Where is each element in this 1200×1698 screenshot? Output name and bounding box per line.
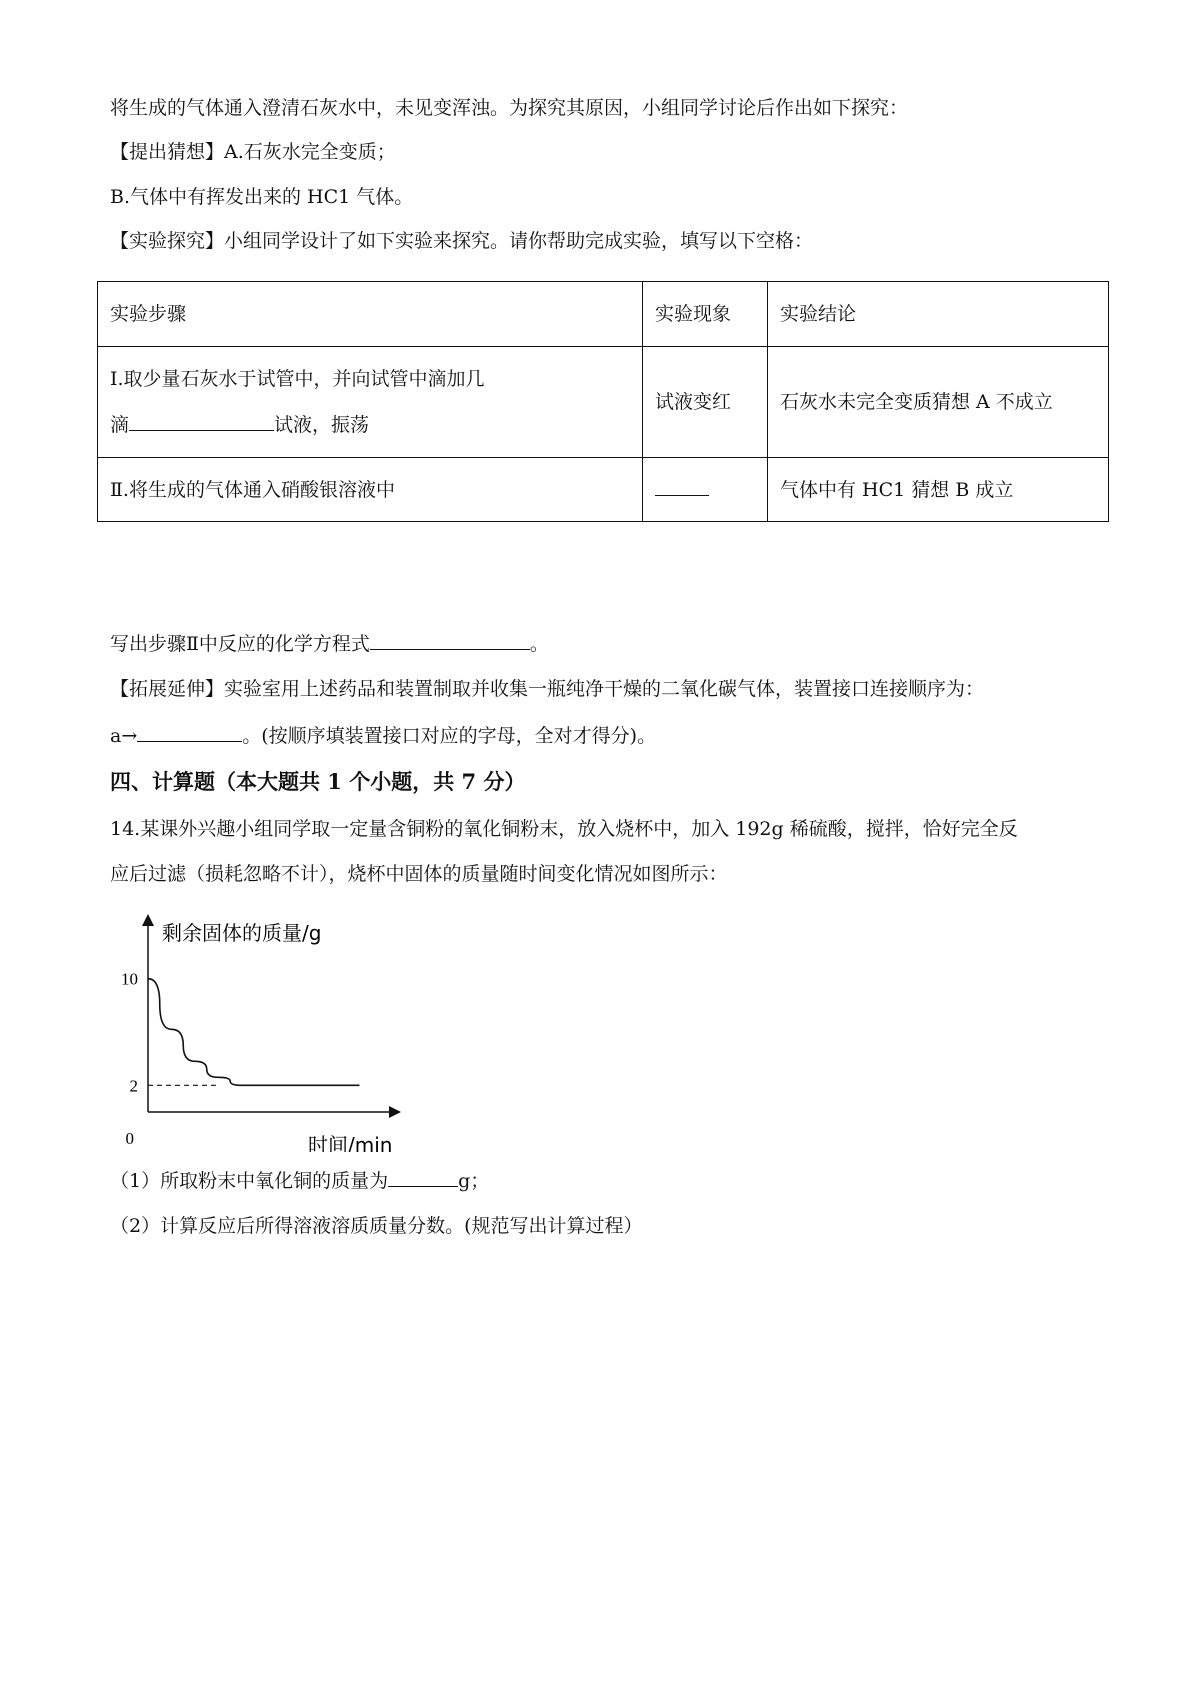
row1-conclusion: 石灰水未完全变质猜想 A 不成立 [768, 347, 1109, 458]
header-conclusion: 实验结论 [768, 282, 1109, 347]
sub-question-1 [110, 1168, 489, 1193]
table-header-row [98, 282, 1109, 347]
sub1-suffix: g； [458, 1170, 490, 1192]
sub1-prefix: （1）所取粉末中氧化铜的质量为 [110, 1170, 389, 1192]
y-tick-label: 2 [129, 1076, 138, 1096]
row2-phenomenon [643, 458, 768, 522]
equation-blank[interactable] [370, 631, 530, 650]
row1-step-line1: Ⅰ.取少量石灰水于试管中，并向试管中滴加几 [110, 368, 485, 390]
order-line [110, 723, 656, 748]
row2-step: Ⅱ.将生成的气体通入硝酸银溶液中 [98, 458, 643, 522]
hypothesis-a: 【提出猜想】A.石灰水完全变质； [110, 141, 396, 163]
section-title: 四、计算题（本大题共 1 个小题，共 7 分） [110, 769, 526, 794]
row1-step-prefix: 滴 [110, 414, 130, 436]
hypothesis-b: B.气体中有挥发出来的 HC1 气体。 [110, 186, 414, 208]
row2-conclusion: 气体中有 HC1 猜想 B 成立 [768, 458, 1109, 522]
equation-suffix: 。 [529, 633, 549, 655]
mass-time-chart [110, 912, 430, 1152]
q14-line1: 14.某课外兴趣小组同学取一定量含铜粉的氧化铜粉末，放入烧杯中，加入 192g 稀硫酸，搅拌，恰好完全反 [110, 818, 1018, 840]
equation-prefix: 写出步骤Ⅱ中反应的化学方程式 [110, 633, 370, 655]
extension-text: 【拓展延伸】实验室用上述药品和装置制取并收集一瓶纯净干燥的二氧化碳气体，装置接口连接顺序为： [110, 678, 985, 700]
table-row [98, 458, 1109, 522]
table-row [98, 347, 1109, 458]
header-step: 实验步骤 [98, 282, 643, 347]
data-curve [148, 979, 360, 1086]
y-axis-label: 剩余固体的质量/g [162, 921, 322, 945]
header-phenomenon: 实验现象 [643, 282, 768, 347]
cuo-mass-blank[interactable] [388, 1168, 458, 1187]
order-suffix: 。(按顺序填装置接口对应的字母，全对才得分)。 [242, 725, 657, 747]
equation-line [110, 631, 549, 656]
experiment-table [97, 281, 1109, 522]
q14-line2: 应后过滤（损耗忽略不计），烧杯中固体的质量随时间变化情况如图所示： [110, 863, 728, 885]
x-axis-label: 时间/min [308, 1133, 393, 1152]
phenomenon-blank[interactable] [655, 477, 709, 496]
indicator-blank[interactable] [129, 412, 274, 431]
experiment-intro: 【实验探究】小组同学设计了如下实验来探究。请你帮助完成实验，填写以下空格： [110, 230, 814, 252]
intro-text: 将生成的气体通入澄清石灰水中，未见变浑浊。为探究其原因，小组同学讨论后作出如下探究： [110, 97, 909, 119]
y-tick-label: 10 [121, 969, 138, 989]
row1-phenomenon: 试液变红 [643, 347, 768, 458]
row1-step [98, 347, 643, 458]
chart-svg [110, 912, 430, 1152]
sub-question-2: （2）计算反应后所得溶液溶质质量分数。(规范写出计算过程） [110, 1215, 643, 1237]
row1-step-suffix: 试液，振荡 [274, 414, 370, 436]
order-prefix: a→ [110, 725, 138, 747]
origin-label: 0 [125, 1129, 134, 1148]
order-blank[interactable] [137, 723, 242, 742]
